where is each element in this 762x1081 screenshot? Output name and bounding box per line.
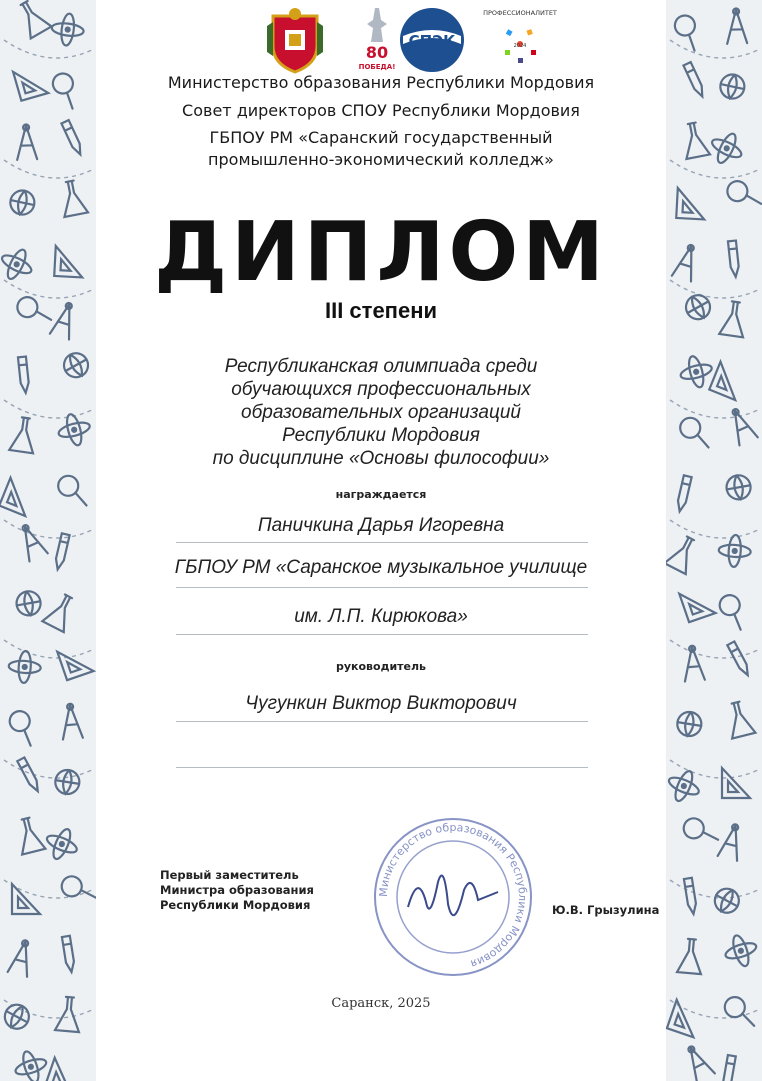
dashed-doodle-line: [670, 880, 758, 898]
compass-icon: [726, 8, 747, 44]
victory-80-icon: [353, 6, 401, 74]
diploma-degree: III степени: [324, 298, 438, 323]
magnifier-icon: [15, 292, 52, 330]
triangle-icon: [709, 362, 746, 400]
dashed-doodle-line: [4, 640, 92, 658]
magnifier-icon: [58, 475, 87, 505]
globe-icon: [725, 473, 753, 501]
pen-icon: [17, 757, 41, 793]
dashed-doodle-line: [670, 280, 758, 298]
org-college-line1: ГБПОУ РМ «Саранский государственный: [209, 128, 553, 147]
compass-icon: [672, 242, 701, 281]
prof-text: ПРОФЕССИОНАЛИТЕТ: [483, 9, 557, 17]
atom-icon: [50, 12, 86, 48]
recipient-name: Паничкина Дарья Игоревна: [257, 515, 505, 536]
science-pattern-icon: [666, 0, 762, 1081]
org-ministry: Министерство образования Республики Мордовия: [167, 73, 595, 92]
triangle-icon: [57, 643, 93, 680]
magnifier-icon: [680, 417, 709, 447]
school-underline1: [176, 587, 588, 588]
stamp-ring-text: Министерство образования Республики Мордовия: [376, 820, 530, 971]
dashed-doodle-line: [4, 400, 92, 418]
atom-icon: [718, 534, 752, 568]
signature-stroke: [408, 876, 498, 916]
signer-position: [160, 868, 314, 913]
dashed-doodle-line: [670, 400, 758, 418]
globe-icon: [1, 1000, 33, 1032]
dashed-doodle-line: [670, 640, 758, 658]
place-year: Саранск, 2025: [331, 996, 431, 1011]
college-logo-text: СПЭК: [408, 32, 456, 50]
flask-icon: [14, 0, 52, 38]
school-underline2: [176, 634, 588, 635]
right-border-pattern: [666, 0, 762, 1081]
compass-icon: [682, 645, 705, 682]
science-pattern-icon: [0, 0, 96, 1081]
pen-icon: [61, 120, 83, 156]
olympiad-line1: Республиканская олимпиада среди: [224, 356, 538, 377]
globe-icon: [676, 710, 703, 737]
pen-icon: [722, 1055, 736, 1081]
pen-icon: [684, 878, 698, 915]
school-line2: им. Л.П. Кирюкова»: [294, 606, 468, 627]
blank-underline: [176, 767, 588, 768]
compass-icon: [16, 124, 37, 160]
prof-year: 2024: [513, 43, 527, 49]
supervisor-name: Чугункин Виктор Викторович: [245, 693, 517, 714]
compass-icon: [725, 405, 758, 445]
triangle-icon: [722, 768, 750, 798]
pen-icon: [727, 641, 751, 677]
compass-icon: [60, 703, 83, 740]
atom-icon: [11, 1047, 51, 1081]
triangle-icon: [12, 884, 40, 914]
atom-icon: [41, 823, 83, 865]
globe-icon: [682, 291, 715, 324]
victory-number: 80: [365, 43, 389, 62]
flask-icon: [58, 179, 88, 217]
dashed-doodle-line: [670, 160, 758, 178]
globe-icon: [8, 188, 36, 216]
atom-icon: [705, 127, 748, 170]
atom-icon: [0, 243, 38, 286]
pen-icon: [62, 936, 76, 973]
compass-icon: [8, 938, 36, 977]
college-logo-icon: [395, 6, 469, 74]
globe-icon: [60, 349, 93, 382]
flask-icon: [677, 938, 704, 974]
pen-icon: [676, 475, 692, 512]
compass-icon: [718, 822, 746, 861]
triangle-icon: [667, 1000, 703, 1037]
flask-icon: [42, 591, 79, 632]
left-border-pattern: [0, 0, 96, 1081]
diploma-title: ДИПЛОМ: [154, 205, 608, 300]
signer-position-line3: Республики Мордовия: [160, 898, 311, 912]
recipient-underline: [176, 542, 588, 543]
org-council: Совет директоров СПОУ Республики Мордовия: [182, 101, 580, 120]
magnifier-icon: [59, 870, 96, 909]
flask-icon: [9, 416, 37, 453]
magnifier-icon: [681, 812, 718, 851]
olympiad-line5: по дисциплине «Основы философии»: [212, 448, 550, 469]
triangle-icon: [13, 64, 48, 101]
awarded-label: награждается: [335, 488, 427, 501]
dashed-doodle-line: [4, 280, 92, 298]
flask-icon: [724, 700, 756, 739]
logo-row: [265, 6, 565, 76]
globe-icon: [15, 589, 43, 617]
atom-icon: [666, 765, 705, 807]
triangle-icon: [679, 585, 715, 622]
mordovia-coat-of-arms-icon: [265, 6, 325, 74]
magnifier-icon: [724, 996, 754, 1028]
school-line1: ГБПОУ РМ «Саранское музыкальное училище: [174, 557, 588, 578]
flask-icon: [55, 996, 82, 1032]
olympiad-line4: Республики Мордовия: [282, 425, 480, 446]
triangle-icon: [0, 478, 36, 516]
olympiad-line2: обучающихся профессиональных: [231, 379, 531, 400]
flask-icon: [680, 121, 710, 159]
compass-icon: [50, 300, 79, 339]
triangle-icon: [45, 1058, 81, 1081]
compass-icon: [15, 521, 48, 561]
magnifier-icon: [725, 176, 762, 214]
dashed-doodle-line: [670, 520, 758, 538]
pen-icon: [728, 241, 740, 278]
triangle-icon: [54, 246, 84, 277]
signer-position-line2: Министра образования: [160, 883, 314, 897]
dashed-doodle-line: [4, 520, 92, 538]
dashed-doodle-line: [4, 40, 92, 58]
signer-name: Ю.В. Грызулина: [552, 903, 660, 917]
dashed-doodle-line: [670, 40, 758, 58]
professionalitet-logo-icon: [483, 6, 557, 74]
magnifier-icon: [46, 71, 83, 109]
triangle-icon: [676, 188, 706, 219]
flask-icon: [719, 300, 747, 337]
signer-position-line1: Первый заместитель: [160, 868, 299, 882]
atom-icon: [8, 650, 42, 684]
pen-icon: [54, 533, 70, 570]
supervisor-label: руководитель: [335, 660, 427, 673]
atom-icon: [721, 931, 761, 971]
globe-icon: [718, 72, 746, 100]
magnifier-icon: [668, 13, 705, 51]
official-stamp-icon: [368, 812, 538, 982]
olympiad-line3: образовательных организаций: [241, 402, 521, 423]
magnifier-icon: [714, 593, 750, 630]
supervisor-underline: [176, 721, 588, 722]
pen-icon: [18, 357, 30, 394]
magnifier-icon: [4, 709, 40, 746]
compass-icon: [681, 1042, 715, 1081]
flask-icon: [14, 816, 46, 855]
org-college-line2: промышленно-экономический колледж»: [208, 150, 554, 169]
globe-icon: [711, 884, 743, 916]
dashed-doodle-line: [4, 160, 92, 178]
victory-subtitle: ПОБЕДА!: [358, 63, 396, 71]
flask-icon: [666, 533, 701, 574]
pen-icon: [683, 62, 705, 98]
globe-icon: [54, 768, 81, 795]
